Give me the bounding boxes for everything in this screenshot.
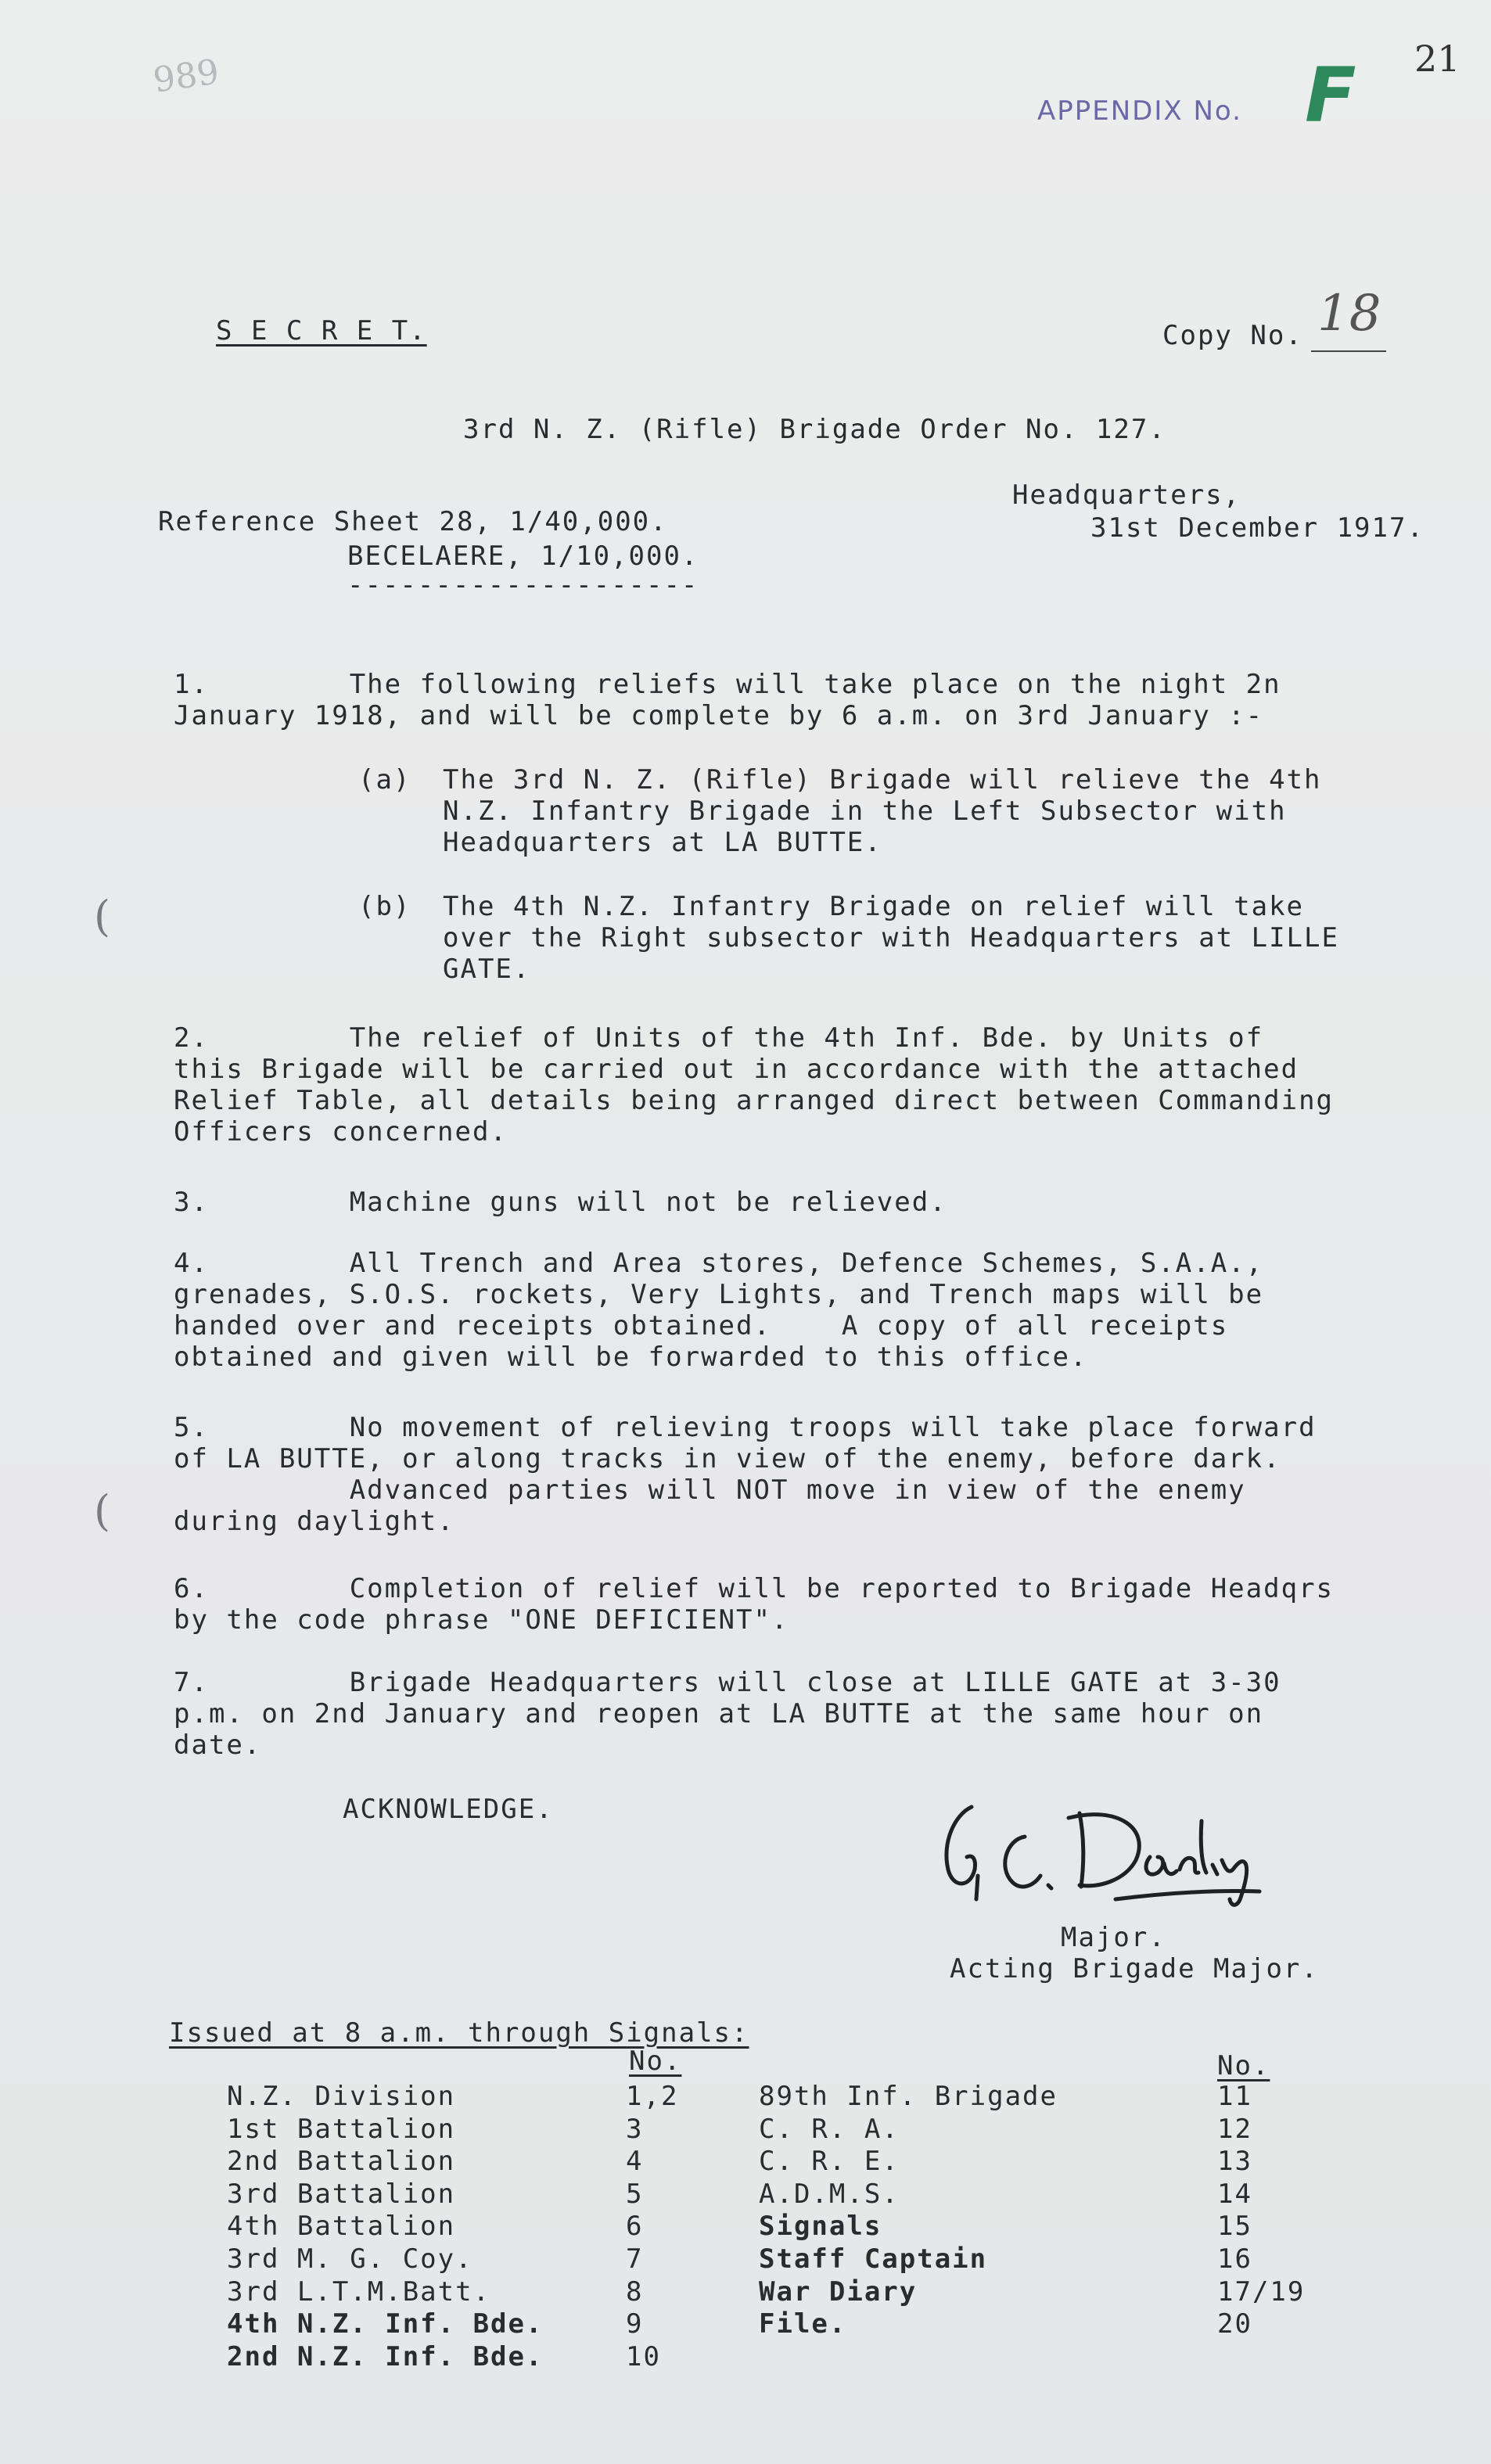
- distribution-no-header-right: No.: [1217, 2050, 1270, 2081]
- distribution-copy-number: 9: [626, 2308, 644, 2340]
- distribution-recipient: 2nd Battalion: [227, 2146, 456, 2178]
- distribution-no-header-left: No.: [629, 2046, 682, 2077]
- reference-sheet: Reference Sheet 28, 1/40,000.: [158, 506, 668, 537]
- distribution-copy-number: 1,2: [626, 2081, 679, 2112]
- distribution-copy-number: 17/19: [1217, 2275, 1306, 2308]
- para-4-line-2: grenades, S.O.S. rockets, Very Lights, and Trench maps will be: [174, 1279, 1264, 1310]
- para-5-line-4: during daylight.: [174, 1506, 455, 1537]
- copy-number-underline: [1311, 350, 1386, 352]
- para-4-line-3: handed over and receipts obtained. A copy of all receipts: [174, 1310, 1229, 1342]
- distribution-recipient: N.Z. Division: [227, 2081, 456, 2112]
- distribution-recipient: Staff Captain: [759, 2243, 988, 2275]
- copy-number-handwritten: 18: [1317, 285, 1381, 343]
- distribution-copy-number: 7: [626, 2243, 644, 2275]
- para-4-line-1: 4. All Trench and Area stores, Defence Schemes, S.A.A.,: [174, 1248, 1264, 1279]
- para-7-line-3: date.: [174, 1729, 262, 1761]
- appendix-stamp: APPENDIX No.: [1037, 95, 1242, 127]
- para-5-line-1: 5. No movement of relieving troops will take place forward: [174, 1412, 1317, 1443]
- para-1a-line-1: The 3rd N. Z. (Rifle) Brigade will relieve the 4th: [443, 764, 1322, 796]
- appendix-letter-handwritten: F: [1305, 52, 1356, 139]
- distribution-recipient: War Diary: [759, 2275, 918, 2308]
- reference-divider: --------------------: [347, 569, 699, 601]
- distribution-copy-number: 11: [1217, 2081, 1252, 2112]
- distribution-recipient: A.D.M.S.: [759, 2178, 900, 2210]
- para-5-line-2: of LA BUTTE, or along tracks in view of the enemy, before dark.: [174, 1443, 1281, 1474]
- headquarters-line: Headquarters,: [1012, 480, 1241, 511]
- distribution-copy-number: 16: [1217, 2243, 1252, 2275]
- distribution-copy-number: 5: [626, 2178, 644, 2210]
- para-6-line-1: 6. Completion of relief will be reported to Brigade Headqrs: [174, 1573, 1335, 1604]
- para-1b-line-1: The 4th N.Z. Infantry Brigade on relief will take: [443, 891, 1305, 922]
- para-2-line-2: this Brigade will be carried out in accordance with the attached: [174, 1054, 1299, 1085]
- distribution-recipient: 2nd N.Z. Inf. Bde.: [227, 2340, 544, 2372]
- distribution-recipient: 3rd M. G. Coy.: [227, 2243, 473, 2275]
- signatory-title: Acting Brigade Major.: [950, 1953, 1319, 1984]
- para-1-line-1: 1. The following reliefs will take place on the night 2n: [174, 669, 1281, 700]
- pencil-folio-number: 989: [150, 52, 222, 101]
- distribution-recipient: 4th N.Z. Inf. Bde.: [227, 2308, 544, 2340]
- distribution-recipient: 1st Battalion: [227, 2113, 456, 2145]
- acknowledge-instruction: ACKNOWLEDGE.: [343, 1794, 554, 1825]
- distribution-recipient: C. R. A.: [759, 2113, 900, 2145]
- distribution-recipient: 4th Battalion: [227, 2211, 456, 2243]
- order-date: 31st December 1917.: [1090, 512, 1425, 544]
- para-1a-line-2: N.Z. Infantry Brigade in the Left Subsector with: [443, 796, 1287, 827]
- para-5-line-3: Advanced parties will NOT move in view of the enemy: [174, 1474, 1246, 1506]
- para-2-line-1: 2. The relief of Units of the 4th Inf. Bde. by Units of: [174, 1022, 1264, 1054]
- distribution-copy-number: 15: [1217, 2211, 1252, 2243]
- para-2-line-3: Relief Table, all details being arranged direct between Commanding: [174, 1085, 1335, 1116]
- distribution-copy-number: 20: [1217, 2308, 1252, 2340]
- distribution-copy-number: 8: [626, 2275, 644, 2308]
- distribution-copy-number: 14: [1217, 2178, 1252, 2210]
- distribution-copy-number: 3: [626, 2113, 644, 2145]
- para-1b-label: (b): [358, 891, 411, 922]
- para-1b-line-2: over the Right subsector with Headquarters at LILLE: [443, 922, 1339, 954]
- secret-heading: S E C R E T.: [216, 315, 427, 347]
- punch-hole-mark: (: [94, 892, 111, 941]
- para-7-line-1: 7. Brigade Headquarters will close at LILLE GATE at 3-30: [174, 1667, 1281, 1698]
- distribution-copy-number: 4: [626, 2146, 644, 2178]
- distribution-copy-number: 12: [1217, 2113, 1252, 2145]
- distribution-copy-number: 13: [1217, 2146, 1252, 2178]
- copy-number-label: Copy No.: [1162, 320, 1303, 351]
- distribution-recipient: Signals: [759, 2211, 882, 2243]
- page-number: 21: [1414, 38, 1460, 80]
- distribution-copy-number: 10: [626, 2340, 661, 2372]
- para-4-line-4: obtained and given will be forwarded to this office.: [174, 1342, 1088, 1373]
- para-1a-label: (a): [358, 764, 411, 796]
- distribution-heading: Issued at 8 a.m. through Signals:: [169, 2017, 749, 2049]
- distribution-recipient: 3rd L.T.M.Batt.: [227, 2275, 491, 2308]
- para-1b-line-3: GATE.: [443, 954, 531, 985]
- para-1-line-2: January 1918, and will be complete by 6 a.m. on 3rd January :-: [174, 700, 1264, 731]
- distribution-recipient: C. R. E.: [759, 2146, 900, 2178]
- punch-hole-mark: (: [94, 1486, 111, 1536]
- distribution-copy-number: 6: [626, 2211, 644, 2243]
- distribution-recipient: 3rd Battalion: [227, 2178, 456, 2210]
- order-title: 3rd N. Z. (Rifle) Brigade Order No. 127.: [463, 414, 1166, 445]
- para-2-line-4: Officers concerned.: [174, 1116, 508, 1148]
- distribution-recipient: File.: [759, 2308, 847, 2340]
- para-1a-line-3: Headquarters at LA BUTTE.: [443, 827, 882, 858]
- signature: [931, 1752, 1291, 1945]
- para-3-line-1: 3. Machine guns will not be relieved.: [174, 1187, 947, 1218]
- reference-map: BECELAERE, 1/10,000.: [347, 541, 699, 572]
- distribution-recipient: 89th Inf. Brigade: [759, 2081, 1058, 2112]
- para-6-line-2: by the code phrase "ONE DEFICIENT".: [174, 1604, 789, 1636]
- signatory-rank: Major.: [1061, 1922, 1166, 1953]
- para-7-line-2: p.m. on 2nd January and reopen at LA BUTTE at the same hour on: [174, 1698, 1264, 1729]
